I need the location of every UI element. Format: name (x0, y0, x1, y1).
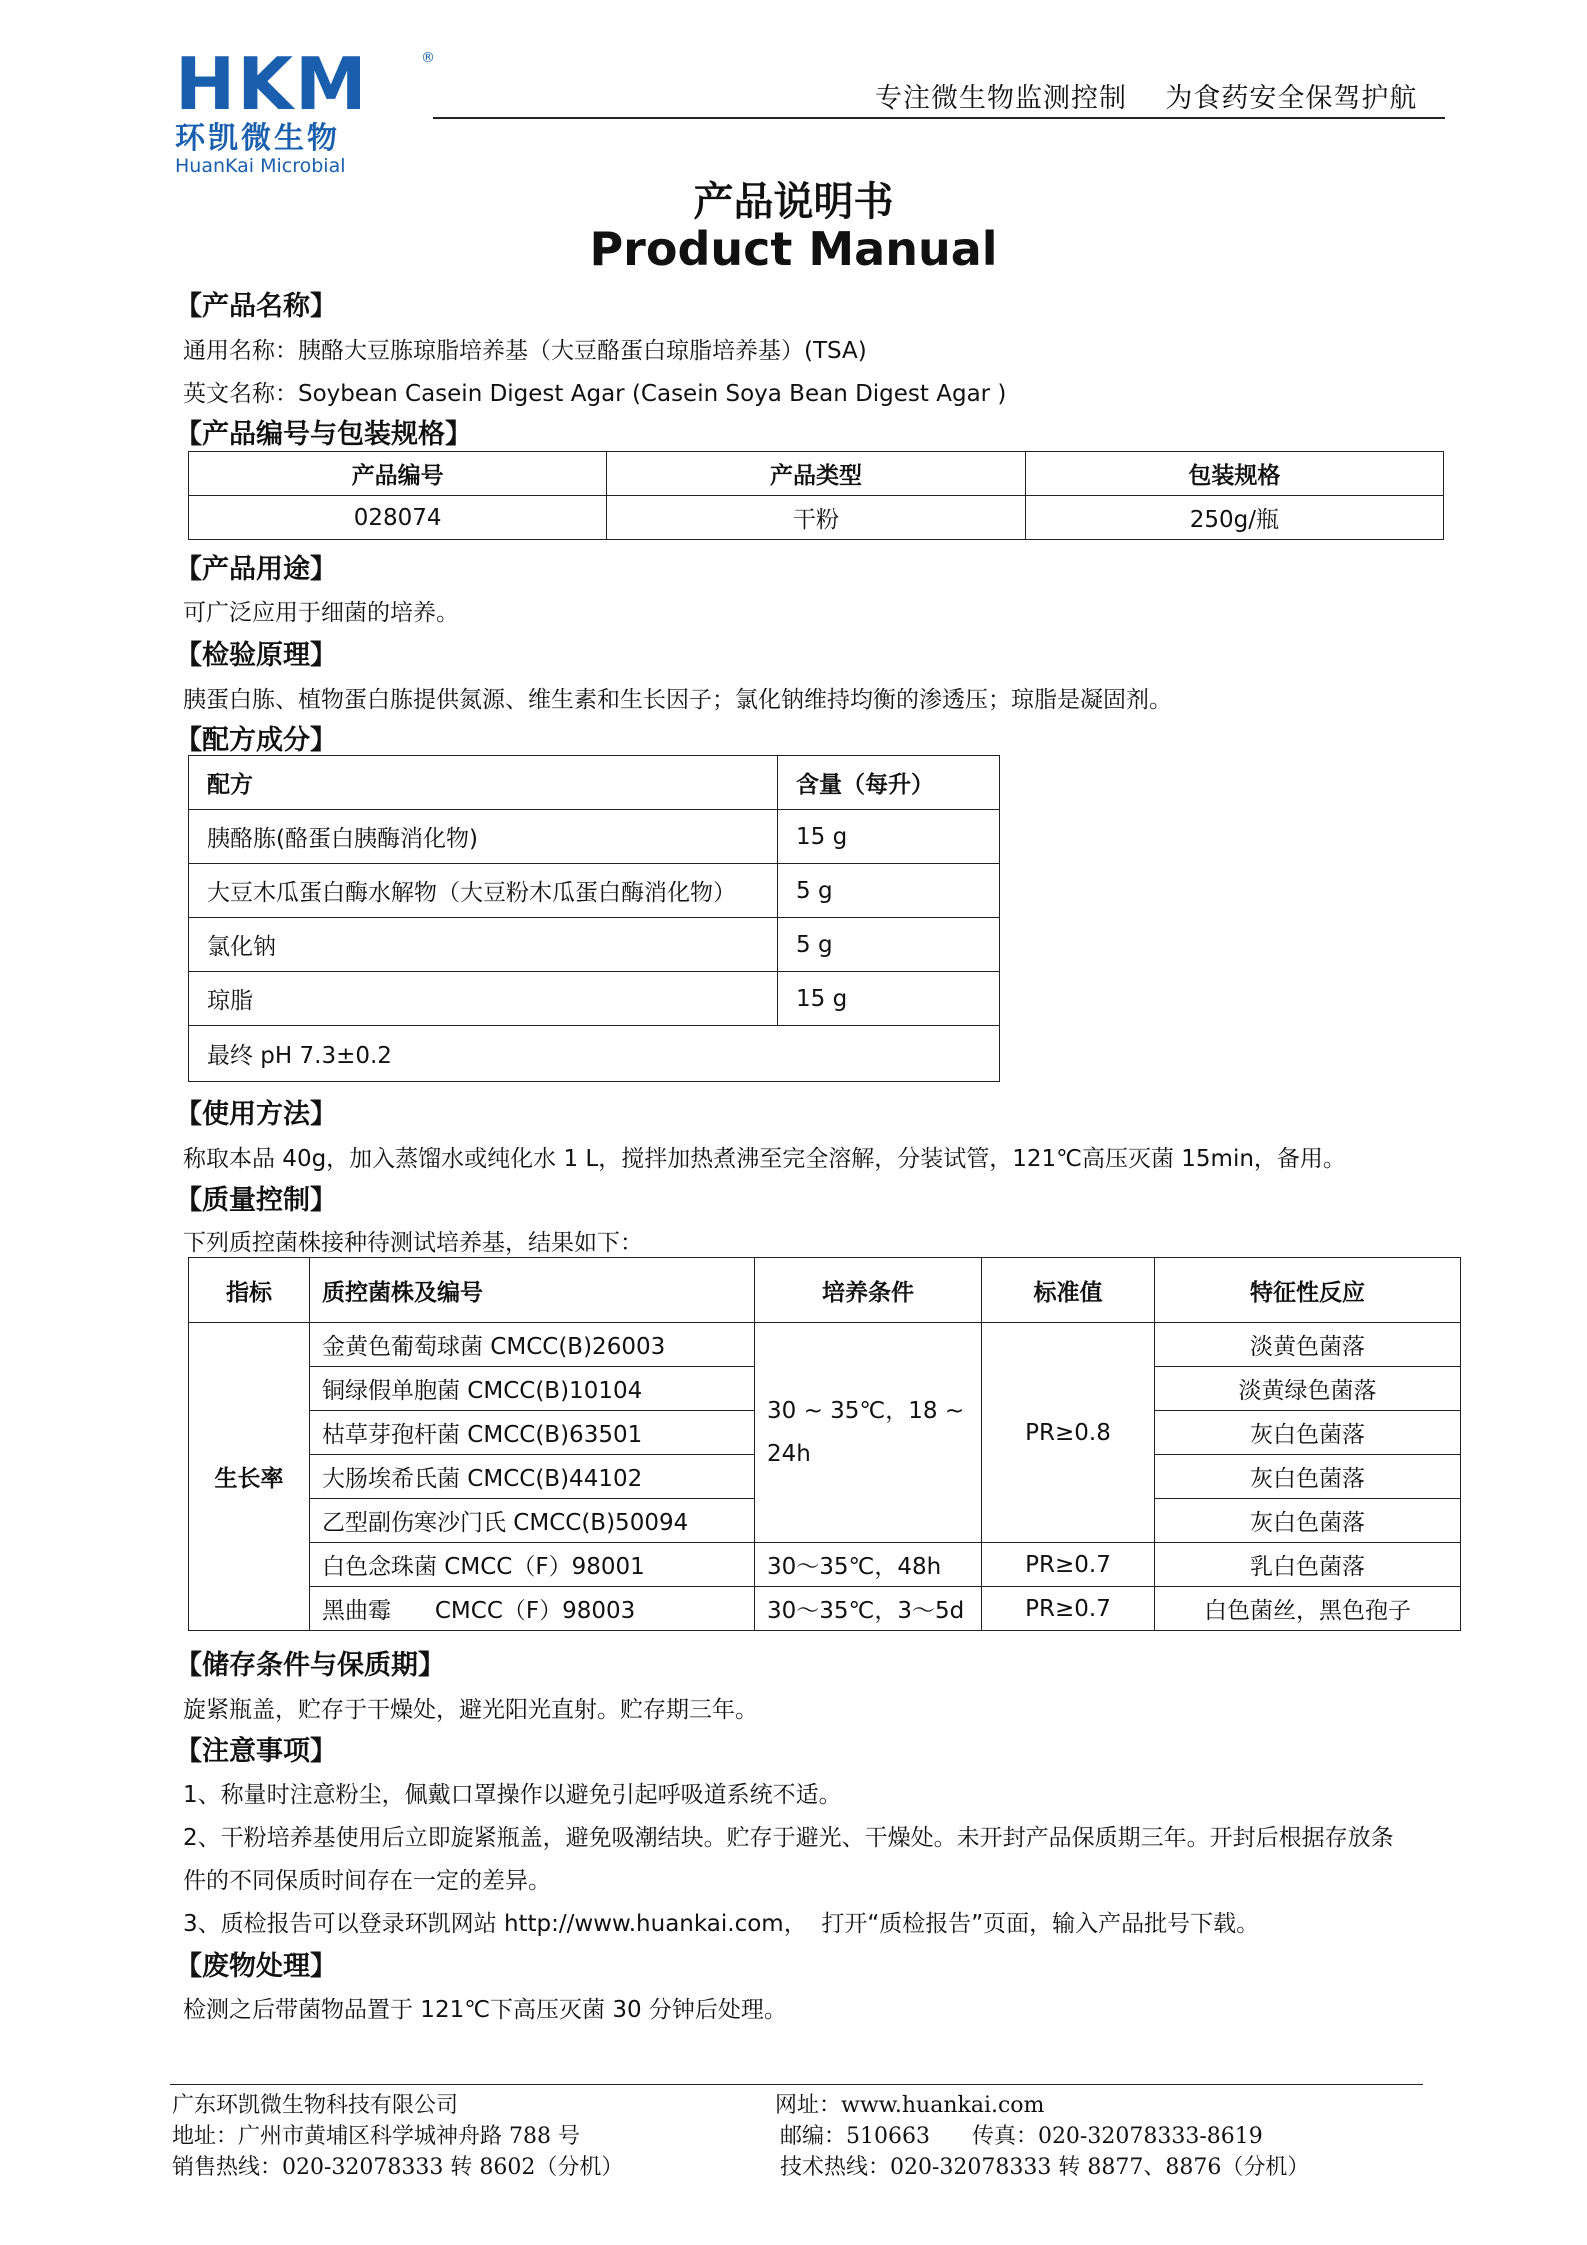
logo-chinese-name: 环凯微生物 (175, 121, 340, 156)
ingredient-amount: 5 g (778, 918, 1000, 972)
standard-value: PR≥0.8 (982, 1323, 1155, 1543)
logo-english-name: HuanKai Microbial (175, 155, 346, 177)
table-row (189, 918, 1000, 972)
table-header-cell: 包装规格 (1025, 452, 1443, 496)
table-row (189, 1026, 1000, 1082)
footer-website: 网址：www.huankai.com (775, 2093, 1045, 2118)
section-heading-formula: 【配方成分】 (175, 725, 337, 756)
section-heading-storage: 【储存条件与保质期】 (175, 1650, 445, 1681)
section-heading-method: 【使用方法】 (175, 1099, 337, 1130)
product-code: 028074 (189, 496, 607, 540)
characteristic-reaction: 灰白色菌落 (1155, 1411, 1461, 1455)
culture-condition: 30～35℃，48h (755, 1543, 982, 1587)
table-header-row (189, 452, 1444, 496)
table-header-cell: 配方 (189, 756, 778, 810)
characteristic-reaction: 灰白色菌落 (1155, 1455, 1461, 1499)
table-header-cell: 特征性反应 (1155, 1258, 1461, 1323)
table-header-cell: 培养条件 (755, 1258, 982, 1323)
table-row (189, 1323, 1461, 1367)
strain-name: 黑曲霉 CMCC（F）98003 (310, 1587, 755, 1631)
table-row (189, 496, 1444, 540)
table-header-row (189, 1258, 1461, 1323)
section-heading-qc: 【质量控制】 (175, 1185, 337, 1216)
page-title-cn: 产品说明书 (693, 179, 894, 225)
table-header-cell: 产品类型 (607, 452, 1025, 496)
ingredient-amount: 5 g (778, 864, 1000, 918)
package-table (188, 451, 1444, 540)
ingredient-name: 大豆木瓜蛋白酶水解物（大豆粉木瓜蛋白酶消化物） (189, 864, 778, 918)
ingredient-name: 氯化钠 (189, 918, 778, 972)
standard-value: PR≥0.7 (982, 1543, 1155, 1587)
indicator-cell: 生长率 (189, 1323, 310, 1631)
note-item: 3、质检报告可以登录环凯网站 http://www.huankai.com， 打开“质检报告”页面，输入产品批号下载。 (183, 1911, 1260, 1937)
strain-name: 金黄色葡萄球菌 CMCC(B)26003 (310, 1323, 755, 1367)
footer-sales-hotline: 销售热线：020-32078333 转 8602（分机） (172, 2155, 624, 2180)
characteristic-reaction: 灰白色菌落 (1155, 1499, 1461, 1543)
english-name: 英文名称：Soybean Casein Digest Agar (Casein Soya Bean Digest Agar ) (183, 381, 1007, 407)
culture-condition: 30 ~ 35℃，18 ~ 24h (755, 1323, 982, 1543)
usage-text: 可广泛应用于细菌的培养。 (183, 600, 459, 626)
footer-address: 地址：广州市黄埔区科学城神舟路 788 号 (172, 2124, 580, 2149)
standard-value: PR≥0.7 (982, 1587, 1155, 1631)
ingredient-name: 胰酪胨(酪蛋白胰酶消化物) (189, 810, 778, 864)
section-heading-notes: 【注意事项】 (175, 1736, 337, 1767)
table-header-cell: 含量（每升） (778, 756, 1000, 810)
note-item: 件的不同保质时间存在一定的差异。 (183, 1868, 551, 1894)
note-item: 2、干粉培养基使用后立即旋紧瓶盖，避免吸潮结块。贮存于避光、干燥处。未开封产品保质期三年。开封后根据存放条 (183, 1825, 1394, 1851)
footer-company: 广东环凯微生物科技有限公司 (172, 2093, 459, 2118)
section-heading-package: 【产品编号与包装规格】 (175, 419, 472, 450)
footer-postcode-fax: 邮编：510663 传真：020-32078333-8619 (780, 2124, 1263, 2149)
principle-text: 胰蛋白胨、植物蛋白胨提供氮源、维生素和生长因子；氯化钠维持均衡的渗透压；琼脂是凝固剂。 (183, 687, 1172, 713)
characteristic-reaction: 乳白色菌落 (1155, 1543, 1461, 1587)
table-row (189, 810, 1000, 864)
disposal-text: 检测之后带菌物品置于 121℃下高压灭菌 30 分钟后处理。 (183, 1997, 787, 2023)
header-divider (433, 117, 1445, 119)
table-header-row (189, 756, 1000, 810)
section-heading-disposal: 【废物处理】 (175, 1951, 337, 1982)
footer-divider (170, 2084, 1423, 2085)
table-row (189, 972, 1000, 1026)
strain-name: 大肠埃希氏菌 CMCC(B)44102 (310, 1455, 755, 1499)
company-logo (175, 42, 435, 177)
characteristic-reaction: 淡黄色菌落 (1155, 1323, 1461, 1367)
package-size: 250g/瓶 (1025, 496, 1443, 540)
qc-intro: 下列质控菌株接种待测试培养基，结果如下： (183, 1230, 643, 1256)
strain-name: 白色念珠菌 CMCC（F）98001 (310, 1543, 755, 1587)
final-ph: 最终 pH 7.3±0.2 (189, 1026, 1000, 1082)
table-row (189, 864, 1000, 918)
section-heading-name: 【产品名称】 (175, 291, 337, 322)
section-heading-usage: 【产品用途】 (175, 554, 337, 585)
qc-table (188, 1257, 1461, 1631)
footer-support-hotline: 技术热线：020-32078333 转 8877、8876（分机） (780, 2155, 1310, 2180)
strain-name: 乙型副伤寒沙门氏 CMCC(B)50094 (310, 1499, 755, 1543)
header-slogan: 专注微生物监测控制 为食药安全保驾护航 (875, 83, 1418, 114)
note-item: 1、称量时注意粉尘，佩戴口罩操作以避免引起呼吸道系统不适。 (183, 1782, 842, 1808)
strain-name: 铜绿假单胞菌 CMCC(B)10104 (310, 1367, 755, 1411)
method-text: 称取本品 40g，加入蒸馏水或纯化水 1 L，搅拌加热煮沸至完全溶解，分装试管，121℃高压灭菌 15min，备用。 (183, 1146, 1346, 1172)
table-header-cell: 指标 (189, 1258, 310, 1323)
characteristic-reaction: 淡黄绿色菌落 (1155, 1367, 1461, 1411)
characteristic-reaction: 白色菌丝，黑色孢子 (1155, 1587, 1461, 1631)
strain-name: 枯草芽孢杆菌 CMCC(B)63501 (310, 1411, 755, 1455)
storage-text: 旋紧瓶盖，贮存于干燥处，避光阳光直射。贮存期三年。 (183, 1697, 758, 1723)
common-name: 通用名称：胰酪大豆胨琼脂培养基（大豆酪蛋白琼脂培养基）(TSA) (183, 338, 867, 364)
logo-registered-mark: ® (421, 50, 435, 66)
section-heading-principle: 【检验原理】 (175, 640, 337, 671)
table-row (189, 1587, 1461, 1631)
table-header-cell: 质控菌株及编号 (310, 1258, 755, 1323)
page-title-en: Product Manual (589, 222, 998, 276)
logo-wordmark: HKM (175, 42, 369, 126)
ingredient-amount: 15 g (778, 972, 1000, 1026)
ingredient-amount: 15 g (778, 810, 1000, 864)
table-header-cell: 标准值 (982, 1258, 1155, 1323)
ingredient-name: 琼脂 (189, 972, 778, 1026)
culture-condition: 30～35℃，3～5d (755, 1587, 982, 1631)
product-type: 干粉 (607, 496, 1025, 540)
table-row (189, 1543, 1461, 1587)
table-header-cell: 产品编号 (189, 452, 607, 496)
formula-table (188, 755, 1000, 1082)
